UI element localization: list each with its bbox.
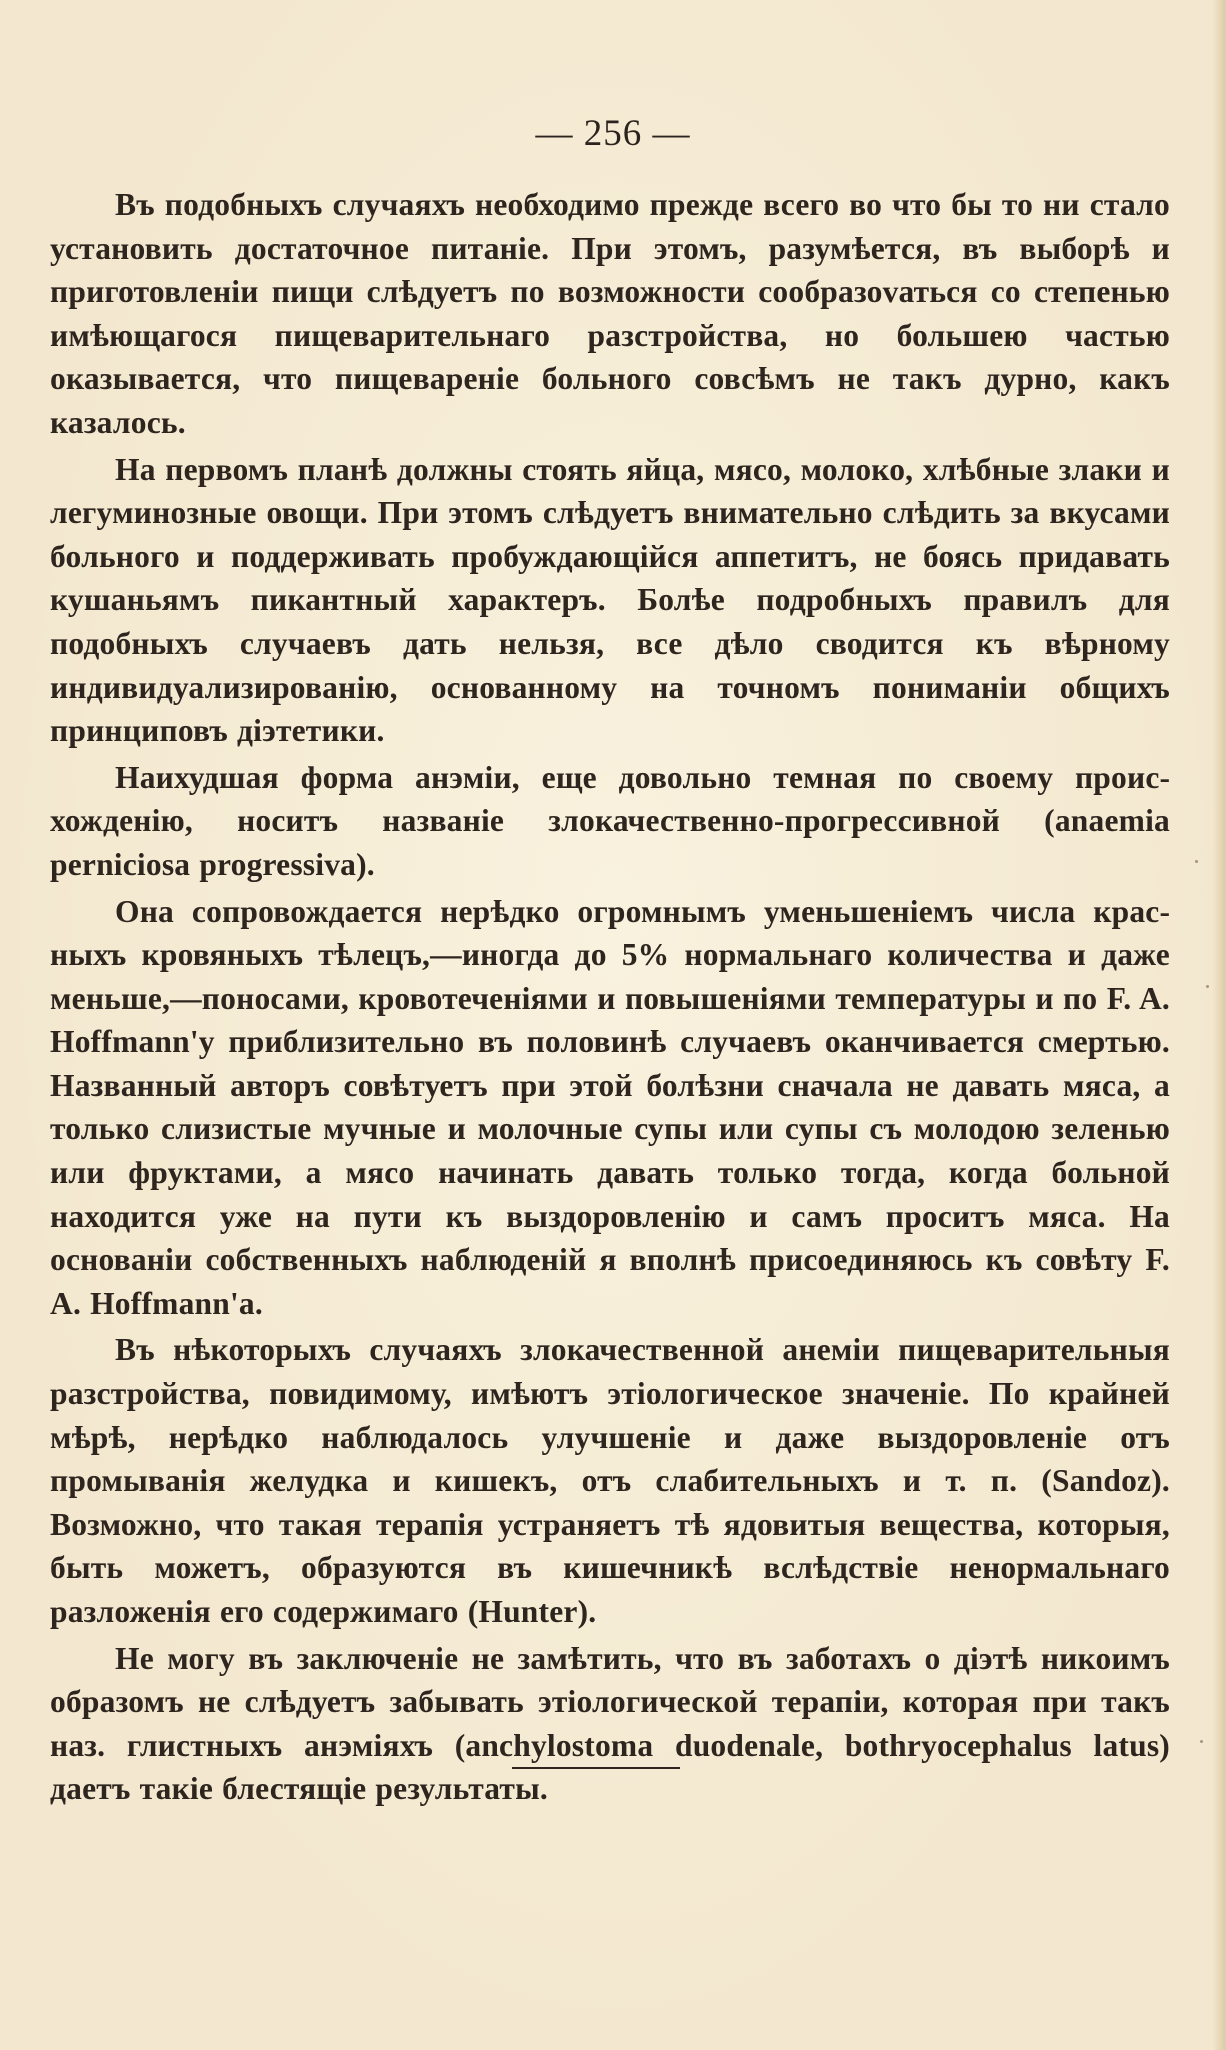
paragraph: Въ подобныхъ случаяхъ необходимо прежде всего во что бы то ни стало установить достаточное питаніе. При этомъ, разумѣется, въ выборѣ и приготовленіи пищи слѣдуетъ по возможности сообразоvаться со степенью имѣющагося пищеварительнаго разстройства, но большею частью оказывается, что пищевареніе больного совсѣмъ не такъ дурно, какъ казалось.: [50, 187, 1170, 440]
page-number: — 256 —: [535, 113, 691, 154]
page-edge-shadow: [1212, 0, 1226, 2050]
paper-speck: [1206, 985, 1209, 988]
end-rule: [512, 1767, 680, 1769]
paper-speck: [1200, 1740, 1203, 1743]
paragraph: Не могу въ заключеніе не замѣтить, что въ заботахъ о діэтѣ никоимъ образомъ не слѣдуетъ забывать этіологической терапіи, которая при такъ наз. глистныхъ анэміяхъ (anchylostoma duodenale, bothryocephalus latus) даетъ такіе блестящіе результаты.: [50, 1640, 1170, 1807]
paragraph: Въ нѣкоторыхъ случаяхъ злокачественной анеміи пищеварительныя разстройства, повидимому, имѣютъ этіологическое значеніе. По крайней мѣрѣ, нерѣдко наблюдалось улучшеніе и даже выздоровленіе отъ промыванія желудка и кишекъ, отъ слабительныхъ и т. п. (Sandoz). Возможно, что такая терапія устраняетъ тѣ ядовитыя вещества, которыя, быть можетъ, образуются въ кишечникѣ вслѣдствіе ненормальнаго разложенія его содержимаго (Hunter).: [50, 1332, 1170, 1629]
body-text: [50, 183, 1170, 1811]
paragraph: Она сопровождается нерѣдко огромнымъ уменьшеніемъ числа красныхъ кровяныхъ тѣлецъ,—иногда до 5% нормальнаго количества и даже меньше,—поносами, кровотеченіями и повышеніями температуры и по F. A. Hoffmann'у приблизительно въ половинѣ случаевъ оканчивается смертью. Названный авторъ совѣтуетъ при этой болѣзни сначала не давать мяса, а только слизистые мучные и молочные супы или супы съ молодою зеленью или фруктами, а мясо начинать давать только тогда, когда больной находится уже на пути къ выздоровленію и самъ проситъ мяса. На основаніи собственныхъ наблюденій я вполнѣ присоединяюсь къ совѣту F. A. Hoffmann'a.: [50, 893, 1170, 1321]
paragraph: Наихудшая форма анэміи, еще довольно темная по своему происхожденію, носитъ названіе злокачественно-прогрессивной (anaemia perniciosa progressiva).: [50, 759, 1170, 882]
paper-speck: [1195, 860, 1198, 863]
paragraph: На первомъ планѣ должны стоять яйца, мясо, молоко, хлѣбные злаки и легуминозные овощи. При этомъ слѣдуетъ внимательно слѣдить за вкусами больного и поддерживать пробуждающійся аппетитъ, не боясь придавать кушаньямъ пикантный характеръ. Болѣе подробныхъ правилъ для подобныхъ случаевъ дать нельзя, все дѣло сводится къ вѣрному индивидуализированію, основанному на точномъ пониманіи общихъ принциповъ діэтетики.: [50, 451, 1170, 749]
